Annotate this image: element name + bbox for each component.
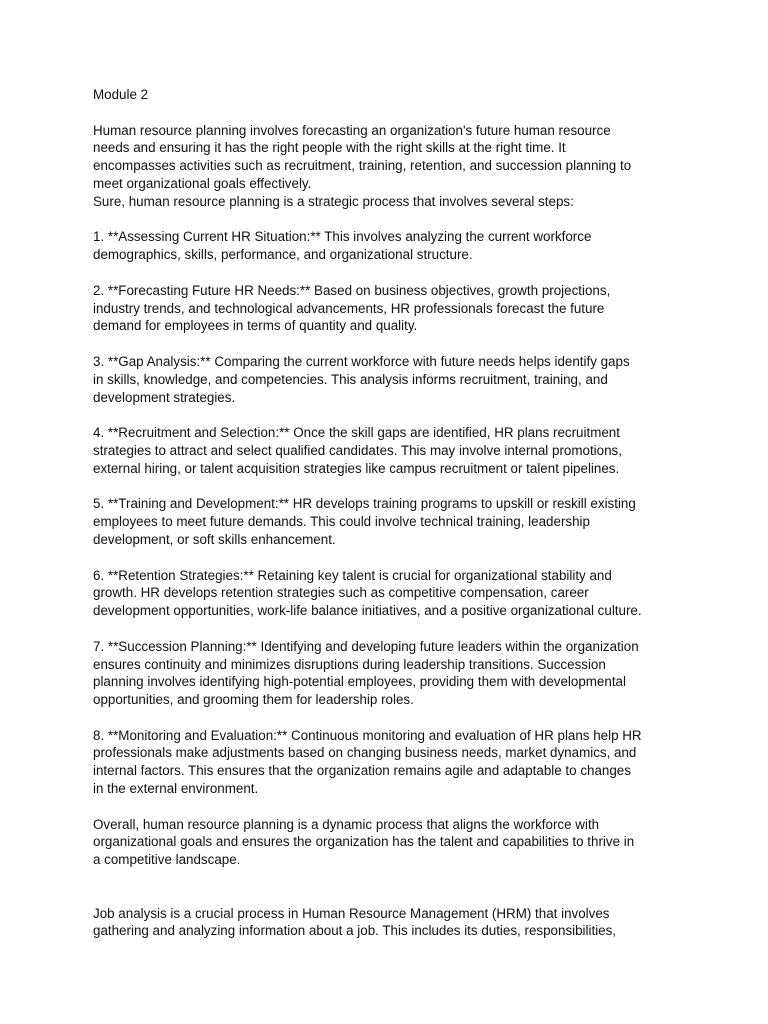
text-line: encompasses activities such as recruitment, training, retention, and succession planning to (93, 158, 632, 174)
text-line: 8. **Monitoring and Evaluation:** Continuous monitoring and evaluation of HR plans help HR (93, 727, 642, 743)
paragraph-gap (93, 620, 683, 638)
text-line: Job analysis is a crucial process in Human Resource Management (HRM) that involves (93, 905, 610, 921)
text-line: 4. **Recruitment and Selection:** Once the skill gaps are identified, HR plans recruitment (93, 425, 620, 441)
text-line: industry trends, and technological advancements, HR professionals forecast the future (93, 300, 605, 316)
text-line: gathering and analyzing information about a job. This includes its duties, responsibilities, (93, 923, 617, 939)
text-line: Sure, human resource planning is a strategic process that involves several steps: (93, 193, 574, 209)
text-line: strategies to attract and select qualified candidates. This may involve internal promotions, (93, 442, 622, 458)
step-paragraph-7 (93, 638, 683, 709)
text-line: development strategies. (93, 389, 236, 405)
text-line: 1. **Assessing Current HR Situation:** This involves analyzing the current workforce (93, 229, 592, 245)
text-line: in the external environment. (93, 781, 259, 797)
conclusion-paragraph (93, 816, 683, 869)
module-heading: Module 2 (93, 87, 149, 102)
text-line: demand for employees in terms of quantity and quality. (93, 318, 418, 334)
text-line: organizational goals and ensures the organization has the talent and capabilities to thrive in (93, 834, 635, 850)
step-paragraph-4 (93, 424, 683, 477)
paragraph-gap (93, 264, 683, 282)
text-line: ensures continuity and minimizes disruptions during leadership transitions. Succession (93, 656, 606, 672)
paragraph-gap (93, 335, 683, 353)
text-line: opportunities, and grooming them for leadership roles. (93, 692, 414, 708)
text-line: development, or soft skills enhancement. (93, 531, 336, 547)
text-line: external hiring, or talent acquisition strategies like campus recruitment or talent pipelines. (93, 460, 620, 476)
step-paragraph-3 (93, 353, 683, 406)
section-gap (93, 869, 683, 905)
text-line: needs and ensuring it has the right people with the right skills at the right time. It (93, 140, 566, 156)
step-paragraph-5 (93, 495, 683, 548)
paragraph-gap (93, 478, 683, 496)
text-line: 3. **Gap Analysis:** Comparing the current workforce with future needs helps identify gaps (93, 353, 630, 369)
text-line: in skills, knowledge, and competencies. This analysis informs recruitment, training, and (93, 371, 608, 387)
paragraph-gap (93, 104, 683, 122)
step-paragraph-8 (93, 727, 683, 798)
step-paragraph-1 (93, 228, 683, 264)
paragraph-gap (93, 211, 683, 229)
text-line: development opportunities, work-life balance initiatives, and a positive organizational culture. (93, 603, 642, 619)
text-line: professionals make adjustments based on changing business needs, market dynamics, and (93, 745, 637, 761)
text-line: a competitive landscape. (93, 852, 241, 868)
text-line: 7. **Succession Planning:** Identifying and developing future leaders within the organization (93, 638, 639, 654)
text-line: 6. **Retention Strategies:** Retaining key talent is crucial for organizational stability and (93, 567, 612, 583)
intro-paragraph (93, 122, 683, 211)
text-line: Overall, human resource planning is a dynamic process that aligns the workforce with (93, 816, 600, 832)
document-body (93, 86, 683, 940)
step-paragraph-6 (93, 567, 683, 620)
text-line: internal factors. This ensures that the organization remains agile and adaptable to changes (93, 763, 631, 779)
paragraph-gap (93, 798, 683, 816)
text-line: 2. **Forecasting Future HR Needs:** Based on business objectives, growth projections, (93, 282, 611, 298)
step-paragraph-2 (93, 282, 683, 335)
paragraph-gap (93, 709, 683, 727)
text-line: planning involves identifying high-potential employees, providing them with developmental (93, 674, 626, 690)
text-line: Human resource planning involves forecasting an organization's future human resource (93, 122, 611, 138)
text-line: 5. **Training and Development:** HR develops training programs to upskill or reskill existing (93, 496, 636, 512)
text-line: employees to meet future demands. This could involve technical training, leadership (93, 514, 590, 530)
paragraph-gap (93, 549, 683, 567)
text-line: demographics, skills, performance, and organizational structure. (93, 247, 473, 263)
text-line: growth. HR develops retention strategies such as competitive compensation, career (93, 585, 589, 601)
paragraph-gap (93, 406, 683, 424)
text-line: meet organizational goals effectively. (93, 175, 312, 191)
job-analysis-paragraph (93, 905, 683, 941)
